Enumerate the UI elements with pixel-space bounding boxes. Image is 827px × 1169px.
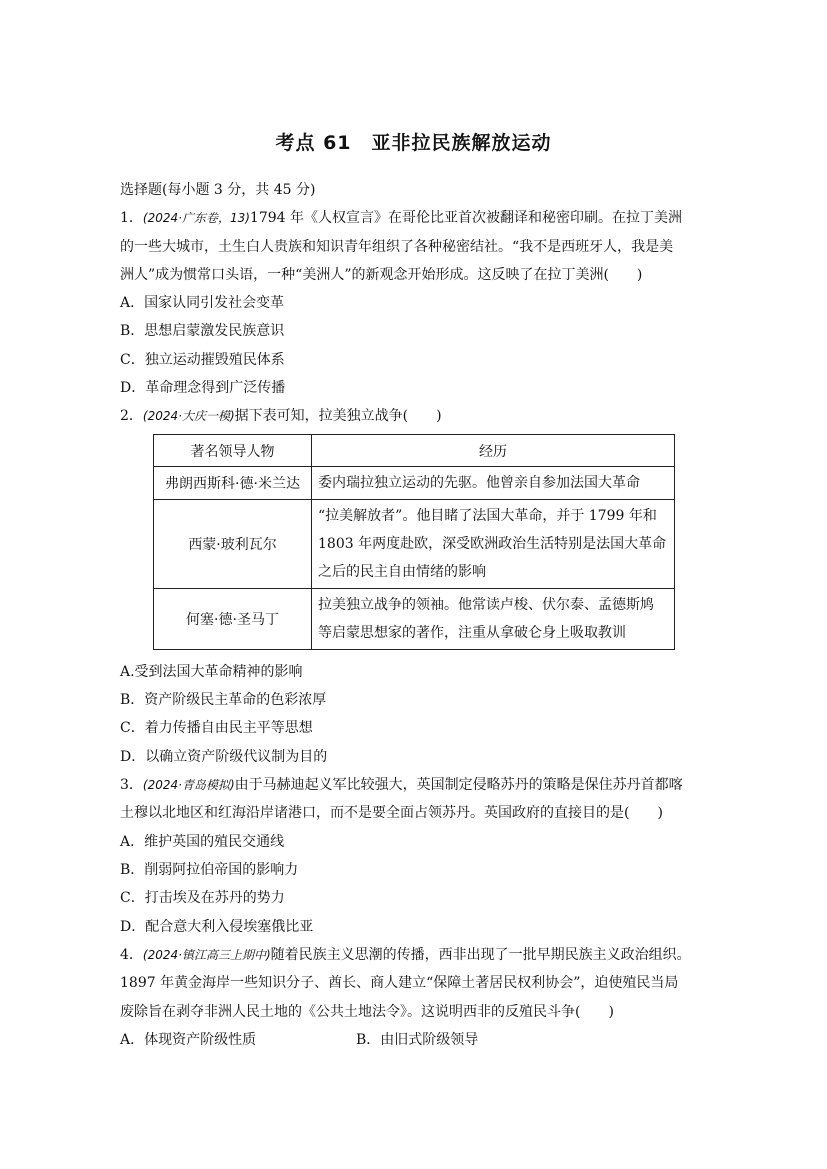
question-number: 1． [120, 210, 143, 226]
question-4-stem [120, 945, 691, 965]
table-cell-desc [312, 467, 675, 500]
option-b: B．削弱阿拉伯帝国的影响力 [120, 862, 299, 878]
desc-line: 等启蒙思想家的著作，注重从拿破仑身上吸取教训 [318, 625, 626, 641]
question-2-stem [120, 406, 442, 426]
table-cell-name: 西蒙·玻利瓦尔 [154, 500, 312, 589]
question-1-stem [120, 208, 682, 228]
option-d: D．以确立资产阶级代议制为目的 [120, 749, 328, 765]
question-text: 废除旨在剥夺非洲人民土地的《公共土地法令》。这说明西非的反殖民斗争( ) [120, 1004, 614, 1020]
desc-line: “拉美解放者”。他目睹了法国大革命，并于 1799 年和 [318, 508, 657, 524]
question-text: 洲人”成为惯常口头语，一种“美洲人”的新观念开始形成。这反映了在拉丁美洲( ) [120, 267, 643, 283]
question-source: (2024·大庆一模) [142, 409, 235, 423]
option-a: A．国家认同引发社会变革 [120, 295, 285, 311]
section-heading: 选择题(每小题 3 分，共 45 分) [120, 182, 316, 198]
table-header: 经历 [312, 435, 675, 467]
page-title: 考点 61 亚非拉民族解放运动 [275, 132, 552, 154]
question-text: 由于马赫迪起义军比较强大，英国制定侵略苏丹的策略是保住苏丹首都喀 [234, 777, 683, 793]
question-source: (2024·镇江高三上期中) [142, 948, 271, 962]
question-number: 3． [120, 777, 143, 793]
option-c: C．独立运动摧毁殖民体系 [120, 352, 285, 368]
table-cell-desc [312, 589, 675, 650]
question-text: 1794 年《人权宣言》在哥伦比亚首次被翻译和秘密印刷。在拉丁美洲 [249, 210, 682, 226]
table-row [154, 589, 675, 650]
option-a: A.受到法国大革命精神的影响 [120, 664, 303, 680]
option-d: D．革命理念得到广泛传播 [120, 380, 286, 396]
option-b: B．资产阶级民主革命的色彩浓厚 [120, 692, 327, 708]
table-header: 著名领导人物 [154, 435, 312, 467]
table-cell-name: 何塞·德·圣马丁 [154, 589, 312, 650]
table-row [154, 500, 675, 589]
option-b: B．由旧式阶级领导 [356, 1032, 479, 1048]
leaders-table [153, 434, 675, 650]
question-source: (2024·广东卷，13) [142, 211, 250, 225]
option-a: A．体现资产阶级性质 [120, 1032, 257, 1048]
option-c: C．着力传播自由民主平等思想 [120, 720, 313, 736]
desc-line: 委内瑞拉独立运动的先驱。他曾亲自参加法国大革命 [318, 475, 640, 491]
question-text: 土穆以北地区和红海沿岸诸港口，而不是要全面占领苏丹。英国政府的直接目的是( ) [120, 805, 663, 821]
question-number: 4． [120, 947, 143, 963]
question-text: 随着民族主义思潮的传播，西非出现了一批早期民族主义政治组织。 [270, 947, 691, 963]
desc-line: 1803 年两度赴欧，深受欧洲政治生活特别是法国大革命 [318, 536, 667, 552]
table-header-row [154, 435, 675, 467]
table-cell-name: 弗朗西斯科·德·米兰达 [154, 467, 312, 500]
option-a: A．维护英国的殖民交通线 [120, 834, 285, 850]
table-row [154, 467, 675, 500]
question-number: 2． [120, 408, 143, 424]
desc-line: 拉美独立战争的领袖。他常读卢梭、伏尔泰、孟德斯鸠 [318, 597, 654, 613]
table-cell-desc [312, 500, 675, 589]
question-text: 的一些大城市，土生白人贵族和知识青年组织了各种秘密结社。“我不是西班牙人，我是美 [120, 239, 674, 255]
desc-line: 之后的民主自由情绪的影响 [318, 564, 486, 580]
question-3-stem [120, 775, 683, 795]
question-source: (2024·青岛模拟) [142, 778, 235, 792]
option-b: B．思想启蒙激发民族意识 [120, 323, 285, 339]
option-c: C．打击埃及在苏丹的势力 [120, 890, 285, 906]
option-d: D．配合意大利入侵埃塞俄比亚 [120, 919, 314, 935]
question-text: 1897 年黄金海岸一些知识分子、酋长、商人建立“保障土著居民权利协会”，迫使殖民当局 [120, 975, 679, 991]
question-text: 据下表可知，拉美独立战争( ) [234, 408, 442, 424]
